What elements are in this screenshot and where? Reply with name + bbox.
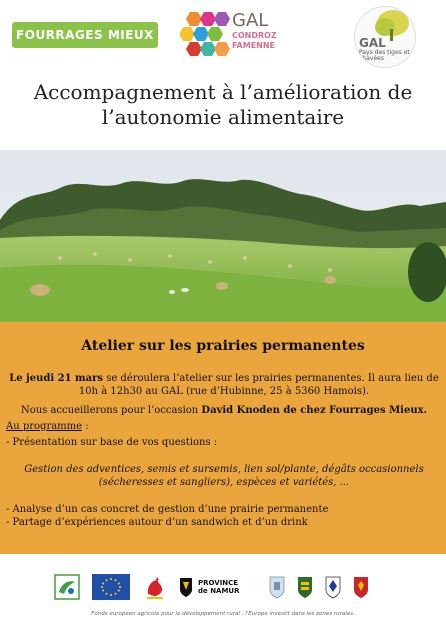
gal-condroz-sub2: FAMENNE [232,41,276,50]
event-panel [0,322,446,554]
meadow-photo [0,150,446,322]
gal-tiges-sub: Pays des tiges et chavées [359,48,410,62]
event-heading: Atelier sur les prairies permanentes [81,338,365,354]
header [0,0,446,72]
event-intro [6,372,442,398]
fourrages-mieux-logo-text: FOURRAGES MIEUX [16,28,154,42]
program-heading [6,420,442,433]
commune-shield-2-icon [296,574,314,600]
gal-tiges-title: GAL [359,36,386,50]
program-item-1: - Présentation sur base de vos questions : [6,437,218,448]
sponsor-logos [54,574,394,600]
commune-shield-3-icon [324,574,342,600]
commune-shield-4-icon [352,574,370,600]
event-intro-text: se déroulera l’atelier sur les prairies permanentes. Il aura lieu de 10h à 12h30 au GAL (rue d’Hubinne, 25 à 5360 Hamois). [78,373,439,397]
gal-condroz-sub1: CONDROZ [232,31,277,40]
page-title-line2: l’autonomie alimentaire [101,105,345,129]
gal-condroz-famenne-logo [180,8,295,64]
program-topics-line1: Gestion des adventices, semis et sursemis, lien sol/plante, dégâts occasionnels [24,464,424,475]
province-namur-logo [178,574,250,600]
event-welcome-prefix: Nous accueillerons pour l’occasion [20,405,202,416]
eu-flag-icon [92,574,130,600]
program-topics-line2: (sécheresses et sangliers), espèces et variétés, ... [98,477,350,488]
page-title-line1: Accompagnement à l’amélioration de [33,80,413,104]
event-speaker: David Knoden de chez Fourrages Mieux. [201,405,428,416]
page-title [0,80,446,130]
leader-logo-icon [54,574,80,600]
gal-condroz-title: GAL [232,10,269,31]
wallonia-rooster-icon [144,574,166,600]
footer-caption: Fonds européen agricole pour le développement rural : l'Europe investit dans les zones rurales. [91,611,355,617]
sponsor-footer [0,554,446,634]
program-label: Au programme [6,421,83,432]
province-line1: PROVINCE [198,579,239,587]
commune-shield-1-icon [268,574,286,600]
program-colon: : [82,421,89,432]
hexagon-cluster-icon [180,8,232,64]
province-namur-emblem-icon [178,576,194,598]
program-item-2: - Analyse d’un cas concret de gestion d’une prairie permanente [6,504,329,515]
event-date: Le jeudi 21 mars [9,373,104,384]
event-body [6,372,442,529]
province-line2: de NAMUR [198,587,240,595]
fourrages-mieux-logo [12,22,158,48]
gal-pays-des-tiges-logo [354,6,416,68]
program-item-3: - Partage d’expériences autour d’un sandwich et d’un drink [6,517,308,528]
event-welcome [6,404,442,417]
